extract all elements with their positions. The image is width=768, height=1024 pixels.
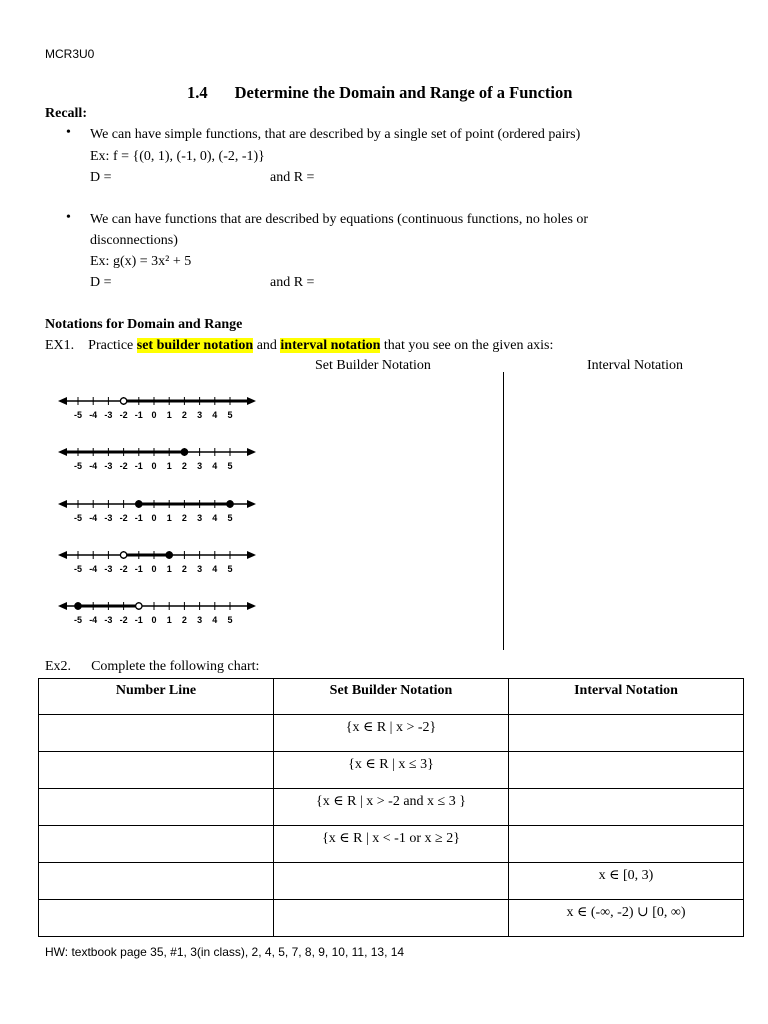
tick-label: -4 [89,461,98,471]
tick-label: 5 [227,564,233,574]
tick-label: -1 [134,564,143,574]
table-cell [509,715,744,752]
table-cell: {x ∈ R | x ≤ 3} [274,752,509,789]
tick-label: 2 [181,615,187,625]
table-cell: {x ∈ R | x > -2} [274,715,509,752]
ex1-highlight-interval: interval notation [280,338,381,353]
tick-label: 0 [151,513,157,523]
ex1-mid: and [256,338,277,353]
tick-label: -2 [119,615,128,625]
tick-label: 2 [181,513,187,523]
tick-label: 5 [227,615,233,625]
tick-label: 4 [212,410,218,420]
homework-note: HW: textbook page 35, #1, 3(in class), 2, 4, 5, 7, 8, 9, 10, 11, 13, 14 [45,945,405,959]
tick-label: -1 [134,513,143,523]
title-text: Determine the Domain and Range of a Function [234,83,573,102]
notations-heading: Notations for Domain and Range [45,317,243,332]
tick-label: 2 [181,410,187,420]
recall-item-1-domain: D = [90,170,112,185]
table-cell [509,752,744,789]
tick-label: 4 [212,615,218,625]
ex2-text: Complete the following chart: [91,659,260,674]
closed-endpoint [136,501,142,507]
table-cell [39,863,274,900]
number-line-5 [52,598,262,628]
tick-label: 4 [212,564,218,574]
arrow-left-icon [58,397,67,405]
tick-label: 1 [166,564,172,574]
number-line-3 [52,496,262,526]
tick-label: 4 [212,513,218,523]
arrow-right-icon [247,448,256,456]
ex2-line [45,659,259,675]
tick-label: 3 [197,461,203,471]
tick-label: -3 [104,513,113,523]
tick-label: 3 [197,410,203,420]
table-cell [39,715,274,752]
column-set-builder-header: Set Builder Notation [315,358,431,373]
tick-label: 2 [181,564,187,574]
arrow-left-icon [58,551,67,559]
recall-item-1-range: and R = [270,170,315,185]
table-cell: x ∈ (-∞, -2) ∪ [0, ∞) [509,900,744,937]
table-cell [274,900,509,937]
tick-label: -5 [73,615,83,625]
table-cell [509,789,744,826]
open-endpoint [120,398,126,404]
recall-item-2-example: Ex: g(x) = 3x² + 5 [90,254,192,269]
tick-label: 1 [166,461,172,471]
tick-label: 2 [181,461,187,471]
arrow-right-icon [247,500,256,508]
arrow-right-icon [247,602,256,610]
table-row [39,752,744,789]
chart-header-number-line: Number Line [39,679,274,715]
ex2-label: Ex2. [45,659,72,674]
column-divider [503,372,504,650]
table-cell: x ∈ [0, 3) [509,863,744,900]
table-cell [39,826,274,863]
recall-item-2-text: We can have functions that are described by equations (continuous functions, no holes or [90,212,589,227]
ex1-post: that you see on the given axis: [383,338,554,353]
number-line-2 [52,444,262,474]
bullet-icon: • [66,210,71,225]
tick-label: 1 [166,615,172,625]
number-line-1 [52,393,262,423]
tick-label: 5 [227,461,233,471]
tick-label: 5 [227,410,233,420]
closed-endpoint [227,501,233,507]
number-line-4 [52,547,262,577]
recall-item-1-text: We can have simple functions, that are described by a single set of point (ordered pairs) [90,127,581,142]
recall-item-2-text-cont: disconnections) [90,233,178,248]
arrow-left-icon [58,500,67,508]
tick-label: -2 [119,564,128,574]
tick-label: -4 [89,564,98,574]
tick-label: -1 [134,615,143,625]
open-endpoint [120,552,126,558]
tick-label: -3 [104,461,113,471]
ex1-pre: Practice [88,338,134,353]
tick-label: 3 [197,564,203,574]
table-cell [39,752,274,789]
table-row [39,863,744,900]
table-row [39,826,744,863]
tick-label: -2 [119,513,128,523]
table-cell [509,826,744,863]
tick-label: -3 [104,615,113,625]
arrow-right-icon [247,551,256,559]
closed-endpoint [181,449,187,455]
tick-label: 4 [212,461,218,471]
tick-label: 0 [151,410,157,420]
tick-label: -5 [73,564,83,574]
tick-label: 0 [151,615,157,625]
open-endpoint [136,603,142,609]
table-row [39,789,744,826]
tick-label: -2 [119,410,128,420]
table-cell [39,900,274,937]
page-title [187,83,572,103]
tick-label: -1 [134,410,143,420]
chart-header-row [39,679,744,715]
tick-label: 3 [197,513,203,523]
tick-label: -4 [89,410,98,420]
ex1-label: EX1. [45,338,75,353]
table-cell [274,863,509,900]
closed-endpoint [75,603,81,609]
tick-label: 3 [197,615,203,625]
table-cell: {x ∈ R | x > -2 and x ≤ 3 } [274,789,509,826]
closed-endpoint [166,552,172,558]
recall-item-1-example: Ex: f = {(0, 1), (-1, 0), (-2, -1)} [90,149,265,164]
tick-label: -4 [89,513,98,523]
title-number: 1.4 [187,83,208,102]
column-interval-header: Interval Notation [587,358,684,373]
arrow-left-icon [58,602,67,610]
tick-label: -2 [119,461,128,471]
table-cell [39,789,274,826]
tick-label: -4 [89,615,98,625]
ex1-highlight-set-builder: set builder notation [136,338,254,353]
tick-label: -3 [104,564,113,574]
notation-chart [38,678,744,937]
table-row [39,715,744,752]
recall-item-2-range: and R = [270,275,315,290]
tick-label: -5 [73,461,83,471]
tick-label: 0 [151,461,157,471]
table-cell: {x ∈ R | x < -1 or x ≥ 2} [274,826,509,863]
recall-heading: Recall: [45,106,87,121]
tick-label: -3 [104,410,113,420]
table-row [39,900,744,937]
course-code: MCR3U0 [45,47,95,61]
tick-label: -5 [73,513,83,523]
tick-label: 0 [151,564,157,574]
chart-header-set-builder: Set Builder Notation [274,679,509,715]
bullet-icon: • [66,125,71,140]
ex1-line [45,338,553,354]
tick-label: -5 [73,410,83,420]
tick-label: -1 [134,461,143,471]
tick-label: 1 [166,513,172,523]
tick-label: 1 [166,410,172,420]
recall-item-2-domain: D = [90,275,112,290]
tick-label: 5 [227,513,233,523]
chart-header-interval: Interval Notation [509,679,744,715]
